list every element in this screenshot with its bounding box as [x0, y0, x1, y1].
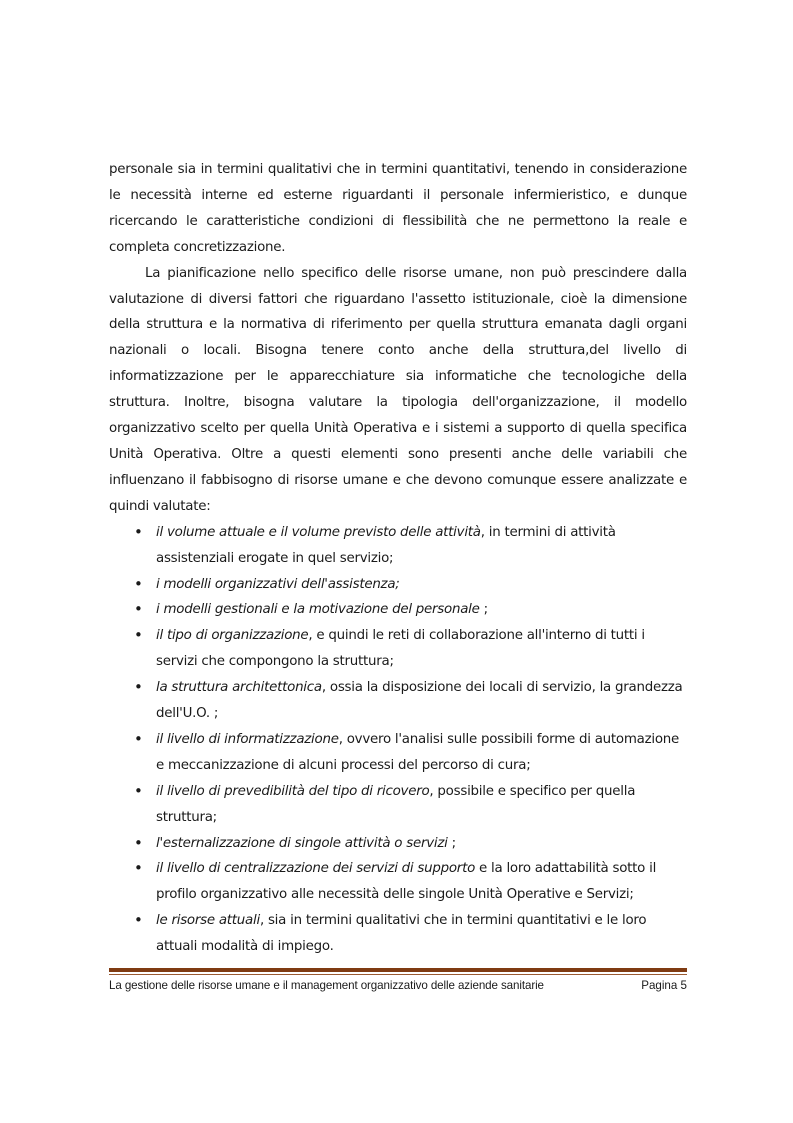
list-item-text: , ossia la disposizione dei locali di servizio, la grandezza dell'U.O. ;	[156, 680, 683, 722]
list-item	[156, 623, 687, 675]
list-item-emphasis: il livello di informatizzazione	[156, 731, 339, 747]
list-item-text: ;	[479, 602, 488, 618]
list-item	[156, 727, 687, 779]
list-item-emphasis: il livello di prevedibilità del tipo di ricovero	[156, 783, 430, 799]
list-item-emphasis: i modelli organizzativi dell'assistenza;	[156, 576, 400, 592]
list-item-emphasis: i modelli gestionali e la motivazione del personale	[156, 602, 480, 618]
list-item-text: ;	[447, 835, 456, 851]
list-item-text: , e quindi le reti di collaborazione all'interno di tutti i servizi che compongono la struttura;	[156, 628, 645, 670]
list-item	[156, 908, 687, 960]
footer-divider	[109, 968, 687, 972]
list-item	[156, 675, 687, 727]
list-item-text: , sia in termini qualitativi che in termini quantitativi e le loro attuali modalità di impiego.	[156, 913, 647, 955]
list-item-text: , ovvero l'analisi sulle possibili forme di automazione e meccanizzazione di alcuni processi del percorso di cura;	[156, 731, 680, 773]
list-item-emphasis: il tipo di organizzazione	[156, 628, 309, 644]
list-item	[156, 831, 687, 857]
list-item-emphasis: il livello di centralizzazione dei servizi di supporto	[156, 861, 476, 877]
list-item	[156, 856, 687, 908]
paragraph-planning: La pianificazione nello specifico delle risorse umane, non può prescindere dalla valutazione di diversi fattori che riguardano l'assetto istituzionale, cioè la dimensione della struttura e la normativa di riferimento per quella struttura emanata dagli organi nazionali o locali. Bisogna tenere conto anche della struttura,del livello di informatizzazione per le apparecchiature sia informatiche che tecnologiche della struttura. Inoltre, bisogna valutare la tipologia dell'organizzazione, il modello organizzativo scelto per quella Unità Operativa e i sistemi a supporto di quella specifica Unità Operativa. Oltre a questi elementi sono presenti anche delle variabili che influenzano il fabbisogno di risorse umane e che devono comunque essere analizzate e quindi valutate:	[109, 265, 687, 514]
paragraph-continuation: personale sia in termini qualitativi che in termini quantitativi, tenendo in considerazione le necessità interne ed esterne riguardanti il personale infermieristico, e dunque ricercando le caratteristiche condizioni di flessibilità che ne permettono la reale e completa concretizzazione.	[109, 162, 687, 255]
page-body	[109, 157, 687, 960]
page-footer	[109, 977, 687, 995]
list-item	[156, 779, 687, 831]
list-item-text: , possibile e specifico per quella struttura;	[156, 783, 636, 825]
list-item-emphasis: le risorse attuali	[156, 913, 260, 929]
footer-divider-thin	[109, 974, 687, 975]
list-item	[156, 597, 687, 623]
list-item-text: , in termini di attività assistenziali erogate in quel servizio;	[156, 524, 616, 566]
list-item	[156, 572, 687, 598]
list-item-emphasis: l'esternalizzazione di singole attività o servizi	[156, 835, 448, 851]
list-item-emphasis: il volume attuale e il volume previsto delle attività	[156, 524, 481, 540]
list-item	[156, 520, 687, 572]
list-item-emphasis: la struttura architettonica	[156, 680, 322, 696]
footer-title: La gestione delle risorse umane e il management organizzativo delle aziende sanitarie	[109, 979, 544, 992]
factor-list	[109, 520, 687, 960]
list-item-text: e la loro adattabilità sotto il profilo organizzativo alle necessità delle singole Unità Operative e Servizi;	[156, 861, 657, 903]
page-number: Pagina 5	[641, 979, 687, 992]
